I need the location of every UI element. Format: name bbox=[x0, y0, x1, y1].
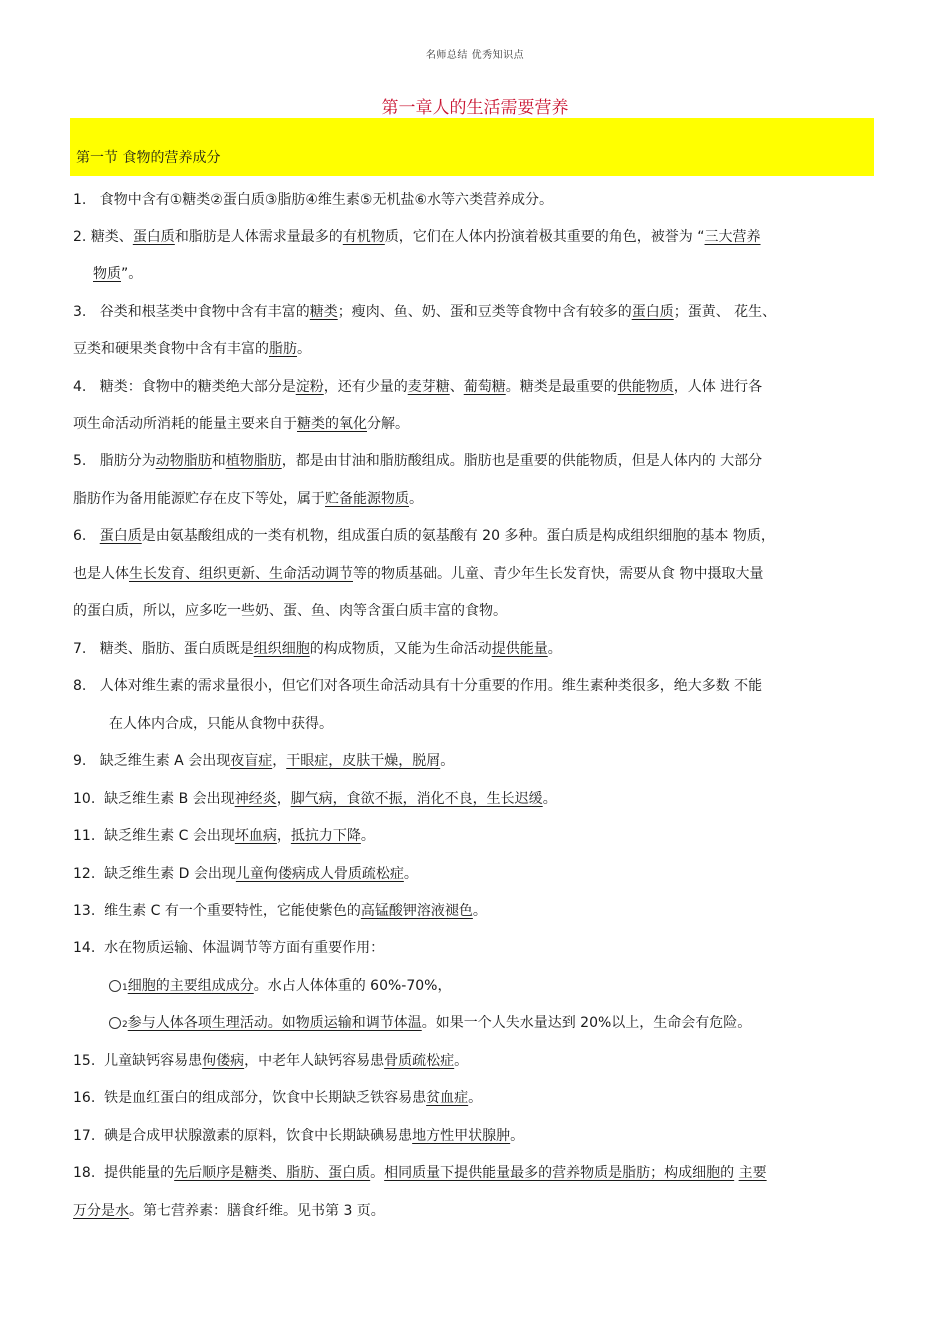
list-item-6-cont2: 的蛋白质，所以，应多吃一些奶、蛋、鱼、肉等含蛋白质丰富的食物。 bbox=[73, 603, 507, 619]
list-item-4-cont: 项生命活动所消耗的能量主要来自于糖类的氧化分解。 bbox=[73, 416, 409, 432]
list-item-3: 3. 谷类和根茎类中食物中含有丰富的糖类；瘦肉、鱼、奶、蛋和豆类等食物中含有较多的蛋白质；蛋黄、 花生、 bbox=[73, 304, 777, 320]
list-item-5-cont: 脂肪作为备用能源贮存在皮下等处，属于贮备能源物质。 bbox=[73, 491, 423, 507]
circle-marker-icon bbox=[109, 1017, 121, 1029]
list-item-6-cont1: 也是人体生长发育、组织更新、生命活动调节等的物质基础。儿童、青少年生长发育快，需要从食 物中摄取大量 bbox=[73, 566, 764, 582]
list-item-1: 1. 食物中含有①糖类②蛋白质③脂肪④维生素⑤无机盐⑥水等六类营养成分。 bbox=[73, 192, 554, 208]
list-item-16: 16. 铁是血红蛋白的组成部分，饮食中长期缺乏铁容易患贫血症。 bbox=[73, 1090, 483, 1106]
circle-marker-icon bbox=[109, 980, 121, 992]
list-item-18: 18. 提供能量的先后顺序是糖类、脂肪、蛋白质。相同质量下提供能量最多的营养物质是脂肪；构成细胞的 主要 bbox=[73, 1165, 767, 1181]
list-item-5: 5. 脂肪分为动物脂肪和植物脂肪，都是由甘油和脂肪酸组成。脂肪也是重要的供能物质，但是人体内的 大部分 bbox=[73, 453, 763, 469]
list-item-14-sub1: 1细胞的主要组成成分。水占人体体重的 60%-70%， bbox=[73, 968, 909, 1008]
list-item-12: 12. 缺乏维生素 D 会出现儿童佝偻病成人骨质疏松症。 bbox=[73, 866, 418, 882]
list-item-18-cont: 万分是水。第七营养素：膳食纤维。见书第 3 页。 bbox=[73, 1203, 385, 1219]
list-item-14-sub2: 2参与人体各项生理活动。如物质运输和调节体温。如果一个人失水量达到 20%以上，生命会有危险。 bbox=[73, 1005, 909, 1045]
list-item-11: 11. 缺乏维生素 C 会出现坏血病，抵抗力下降。 bbox=[73, 828, 375, 844]
list-item-6: 6. 蛋白质是由氨基酸组成的一类有机物，组成蛋白质的氨基酸有 20 多种。蛋白质是构成组织细胞的基本 物质， bbox=[73, 528, 775, 544]
list-item-14: 14. 水在物质运输、体温调节等方面有重要作用： bbox=[73, 940, 385, 956]
chapter-title: 第一章人的生活需要营养 bbox=[381, 98, 569, 118]
list-item-2: 2. 糖类、蛋白质和脂肪是人体需求量最多的有机物质，它们在人体内扮演着极其重要的角色，被誉为 “三大营养 bbox=[73, 229, 761, 245]
list-item-3-cont: 豆类和硬果类食物中含有丰富的脂肪。 bbox=[73, 341, 311, 357]
list-item-17: 17. 碘是合成甲状腺激素的原料，饮食中长期缺碘易患地方性甲状腺肿。 bbox=[73, 1128, 525, 1144]
list-item-13: 13. 维生素 C 有一个重要特性，它能使紫色的高锰酸钾溶液褪色。 bbox=[73, 903, 487, 919]
list-item-10: 10. 缺乏维生素 B 会出现神经炎，脚气病，食欲不振，消化不良，生长迟缓。 bbox=[73, 791, 557, 807]
page-header: 名师总结 优秀知识点 bbox=[425, 50, 525, 61]
list-item-8-cont: 在人体内合成，只能从食物中获得。 bbox=[109, 716, 333, 732]
list-item-7: 7. 糖类、脂肪、蛋白质既是组织细胞的构成物质，又能为生命活动提供能量。 bbox=[73, 641, 562, 657]
list-item-4: 4. 糖类：食物中的糖类绝大部分是淀粉，还有少量的麦芽糖、葡萄糖。糖类是最重要的供能物质，人体 进行各 bbox=[73, 379, 763, 395]
list-item-9: 9. 缺乏维生素 A 会出现夜盲症，干眼症，皮肤干燥，脱屑。 bbox=[73, 753, 455, 769]
list-item-15: 15. 儿童缺钙容易患佝偻病，中老年人缺钙容易患骨质疏松症。 bbox=[73, 1053, 469, 1069]
section-title: 第一节 食物的营养成分 bbox=[76, 150, 221, 166]
list-item-8: 8. 人体对维生素的需求量很小，但它们对各项生命活动具有十分重要的作用。维生素种类很多，绝大多数 不能 bbox=[73, 678, 763, 694]
list-item-2-cont: 物质”。 bbox=[93, 266, 143, 282]
